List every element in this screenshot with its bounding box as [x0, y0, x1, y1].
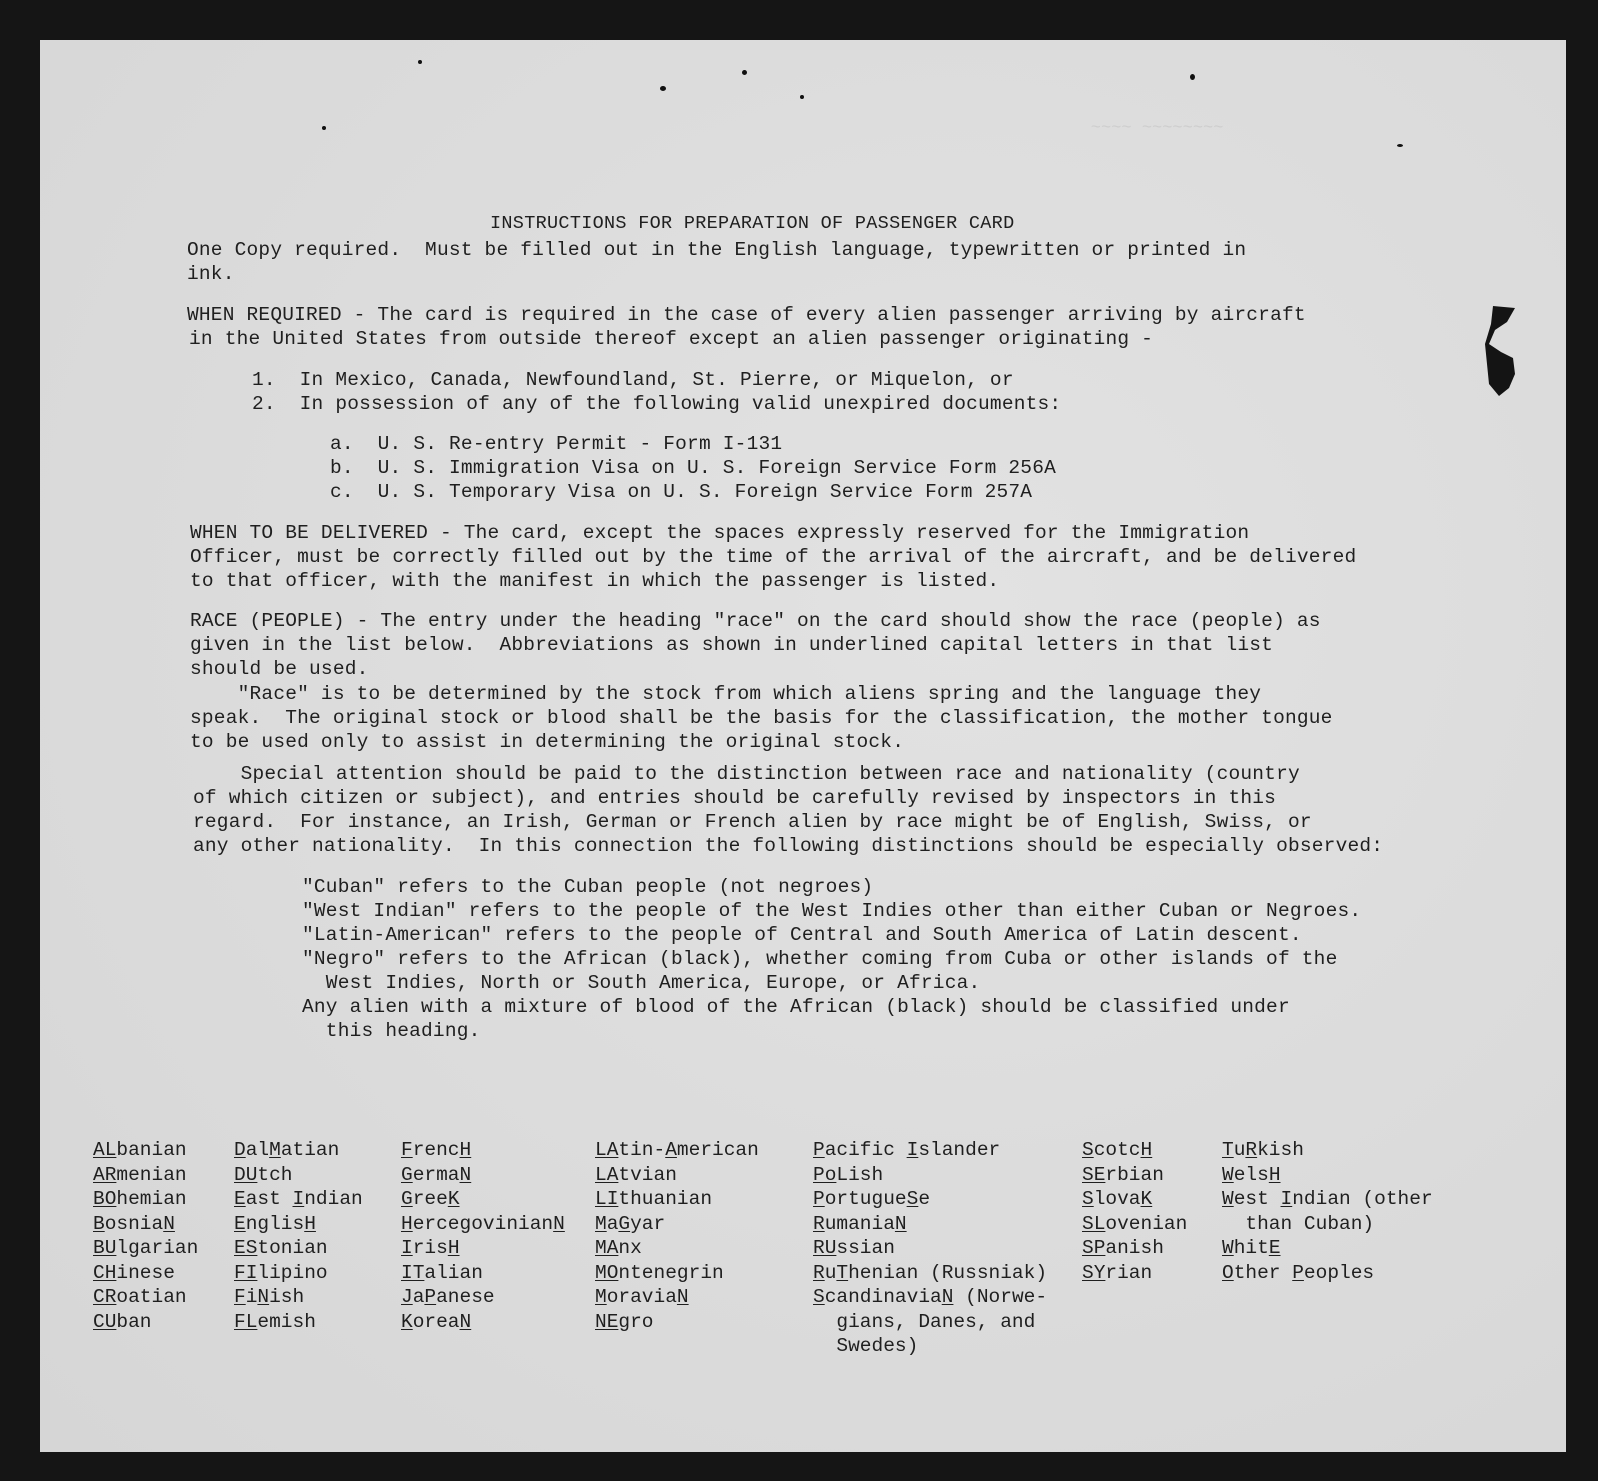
race-entry: gians, Danes, and [813, 1310, 1036, 1333]
torn-edge-mark [1485, 304, 1525, 424]
race-entry: WhitE [1222, 1237, 1281, 1259]
race-entry: RuThenian (Russniak) [813, 1261, 1048, 1284]
race-entry: SYrian [1082, 1261, 1153, 1284]
race-entry: ScandinaviaN (Norwe- [813, 1286, 1048, 1308]
race-entry: East Indian [234, 1188, 363, 1210]
race-column-2 [234, 1138, 363, 1334]
distinction-mixture-cont: this heading. [302, 1020, 481, 1042]
intro-line-1: One Copy required. Must be filled out in the English language, typewritten or printed in [187, 239, 1247, 261]
distinction-latin-american: "Latin-American" refers to the people of Central and South America of Latin descent. [302, 924, 1302, 946]
distinction-negro-cont: West Indies, North or South America, Europe, or Africa. [302, 972, 981, 994]
race-entry: SErbian [1082, 1163, 1164, 1186]
race-entry: TuRkish [1222, 1139, 1304, 1161]
race-para-line-3: should be used. [190, 658, 369, 680]
race-entry: PoLish [813, 1163, 884, 1186]
race-entry: ITalian [401, 1261, 483, 1284]
race-entry: DalMatian [234, 1139, 340, 1161]
race-entry: than Cuban) [1222, 1212, 1375, 1235]
exception-item-1: 1. In Mexico, Canada, Newfoundland, St. Pierre, or Miquelon, or [252, 369, 1014, 391]
race-para-line-2: given in the list below. Abbreviations as shown in underlined capital letters in that list [190, 634, 1274, 656]
race-entry: FiNish [234, 1286, 305, 1308]
scan-speck [322, 126, 326, 130]
race-entry: CHinese [93, 1261, 175, 1284]
race-entry: GermaN [401, 1163, 472, 1186]
race-column-4 [595, 1138, 759, 1334]
race-entry: BOhemian [93, 1188, 187, 1210]
document-item-c: c. U. S. Temporary Visa on U. S. Foreign Service Form 257A [330, 481, 1033, 503]
race-entry: MOntenegrin [595, 1261, 724, 1284]
race-entry: MoraviaN [595, 1286, 689, 1308]
special-attention-line-1: Special attention should be paid to the distinction between race and nationality (country [193, 763, 1300, 785]
race-entry: ScotcH [1082, 1139, 1153, 1161]
race-entry: SlovaK [1082, 1188, 1153, 1210]
when-required-line-1: WHEN REQUIRED - The card is required in the case of every alien passenger arriving by aircraft [187, 304, 1306, 326]
race-entry: MAnx [595, 1237, 642, 1259]
race-entry: EnglisH [234, 1212, 316, 1235]
when-delivered-line-1: WHEN TO BE DELIVERED - The card, except the spaces expressly reserved for the Immigration [190, 522, 1250, 544]
exception-item-2: 2. In possession of any of the following valid unexpired documents: [252, 393, 1062, 415]
race-entry: SLovenian [1082, 1212, 1188, 1235]
special-attention-line-2: of which citizen or subject), and entries should be carefully revised by inspectors in this [193, 787, 1277, 809]
race-entry: SPanish [1082, 1237, 1164, 1259]
race-entry: RUssian [813, 1237, 895, 1259]
race-entry: GreeK [401, 1188, 460, 1210]
when-delivered-line-3: to that officer, with the manifest in which the passenger is listed. [190, 570, 1000, 592]
document-item-a: a. U. S. Re-entry Permit - Form I-131 [330, 433, 783, 455]
special-attention-line-4: any other nationality. In this connection the following distinctions should be especially observed: [193, 835, 1384, 857]
race-entry: IrisH [401, 1237, 460, 1259]
race-entry: LAtin-American [595, 1139, 759, 1161]
when-required-line-2: in the United States from outside thereof except an alien passenger originating - [189, 328, 1154, 350]
race-entry: JaPanese [401, 1286, 495, 1308]
race-entry: CRoatian [93, 1286, 187, 1308]
race-column-7 [1222, 1138, 1433, 1285]
scan-speck [1397, 144, 1403, 147]
race-entry: Swedes) [813, 1335, 919, 1357]
race-entry: BUlgarian [93, 1237, 199, 1259]
intro-line-2: ink. [187, 263, 235, 285]
special-attention-line-3: regard. For instance, an Irish, German or French alien by race might be of English, Swiss, or [193, 811, 1312, 833]
race-para-line-1: RACE (PEOPLE) - The entry under the heading "race" on the card should show the race (people) as [190, 610, 1321, 632]
race-entry: FrencH [401, 1139, 472, 1161]
race-entry: MaGyar [595, 1212, 666, 1235]
race-entry: LIthuanian [595, 1188, 713, 1210]
race-entry: KoreaN [401, 1310, 472, 1333]
race-column-6 [1082, 1138, 1187, 1285]
bleed-through-text: ~~~~ ~~~~~~~~ [1090, 119, 1224, 138]
distinction-negro: "Negro" refers to the African (black), whether coming from Cuba or other islands of the [302, 948, 1338, 970]
race-entry: EStonian [234, 1237, 328, 1259]
scan-speck [1190, 74, 1195, 80]
document-page [40, 40, 1566, 1452]
race-entry: DUtch [234, 1163, 293, 1186]
scan-speck [800, 95, 804, 99]
race-entry: ARmenian [93, 1163, 187, 1186]
document-title: INSTRUCTIONS FOR PREPARATION OF PASSENGER CARD [490, 213, 1015, 234]
race-entry: FIlipino [234, 1261, 328, 1284]
race-entry: PortugueSe [813, 1188, 931, 1210]
race-entry: BosniaN [93, 1212, 175, 1235]
race-entry: FLemish [234, 1310, 316, 1333]
document-item-b: b. U. S. Immigration Visa on U. S. Foreign Service Form 256A [330, 457, 1057, 479]
race-column-1 [93, 1138, 198, 1334]
scan-speck [660, 86, 666, 91]
distinction-cuban: "Cuban" refers to the Cuban people (not negroes) [302, 876, 874, 898]
race-entry: CUban [93, 1310, 152, 1333]
race-column-5 [813, 1138, 1047, 1359]
race-entry: WelsH [1222, 1163, 1281, 1186]
scan-speck [418, 60, 422, 64]
race-column-3 [401, 1138, 565, 1334]
race-entry: Other Peoples [1222, 1261, 1375, 1284]
scan-speck [742, 70, 747, 75]
race-entry: RumaniaN [813, 1212, 907, 1235]
race-entry: Pacific Islander [813, 1139, 1001, 1161]
distinction-mixture: Any alien with a mixture of blood of the African (black) should be classified under [302, 996, 1290, 1018]
distinction-west-indian: "West Indian" refers to the people of the West Indies other than either Cuban or Negroes. [302, 900, 1362, 922]
race-def-line-1: "Race" is to be determined by the stock from which aliens spring and the language they [190, 683, 1262, 705]
race-entry: West Indian (other [1222, 1188, 1433, 1210]
race-entry: NEgro [595, 1310, 654, 1333]
race-entry: HercegovinianN [401, 1212, 565, 1235]
race-def-line-3: to be used only to assist in determining the original stock. [190, 731, 905, 753]
race-entry: ALbanian [93, 1139, 187, 1161]
race-entry: LAtvian [595, 1163, 677, 1186]
race-def-line-2: speak. The original stock or blood shall be the basis for the classification, the mother tongue [190, 707, 1333, 729]
when-delivered-line-2: Officer, must be correctly filled out by the time of the arrival of the aircraft, and be delivered [190, 546, 1357, 568]
